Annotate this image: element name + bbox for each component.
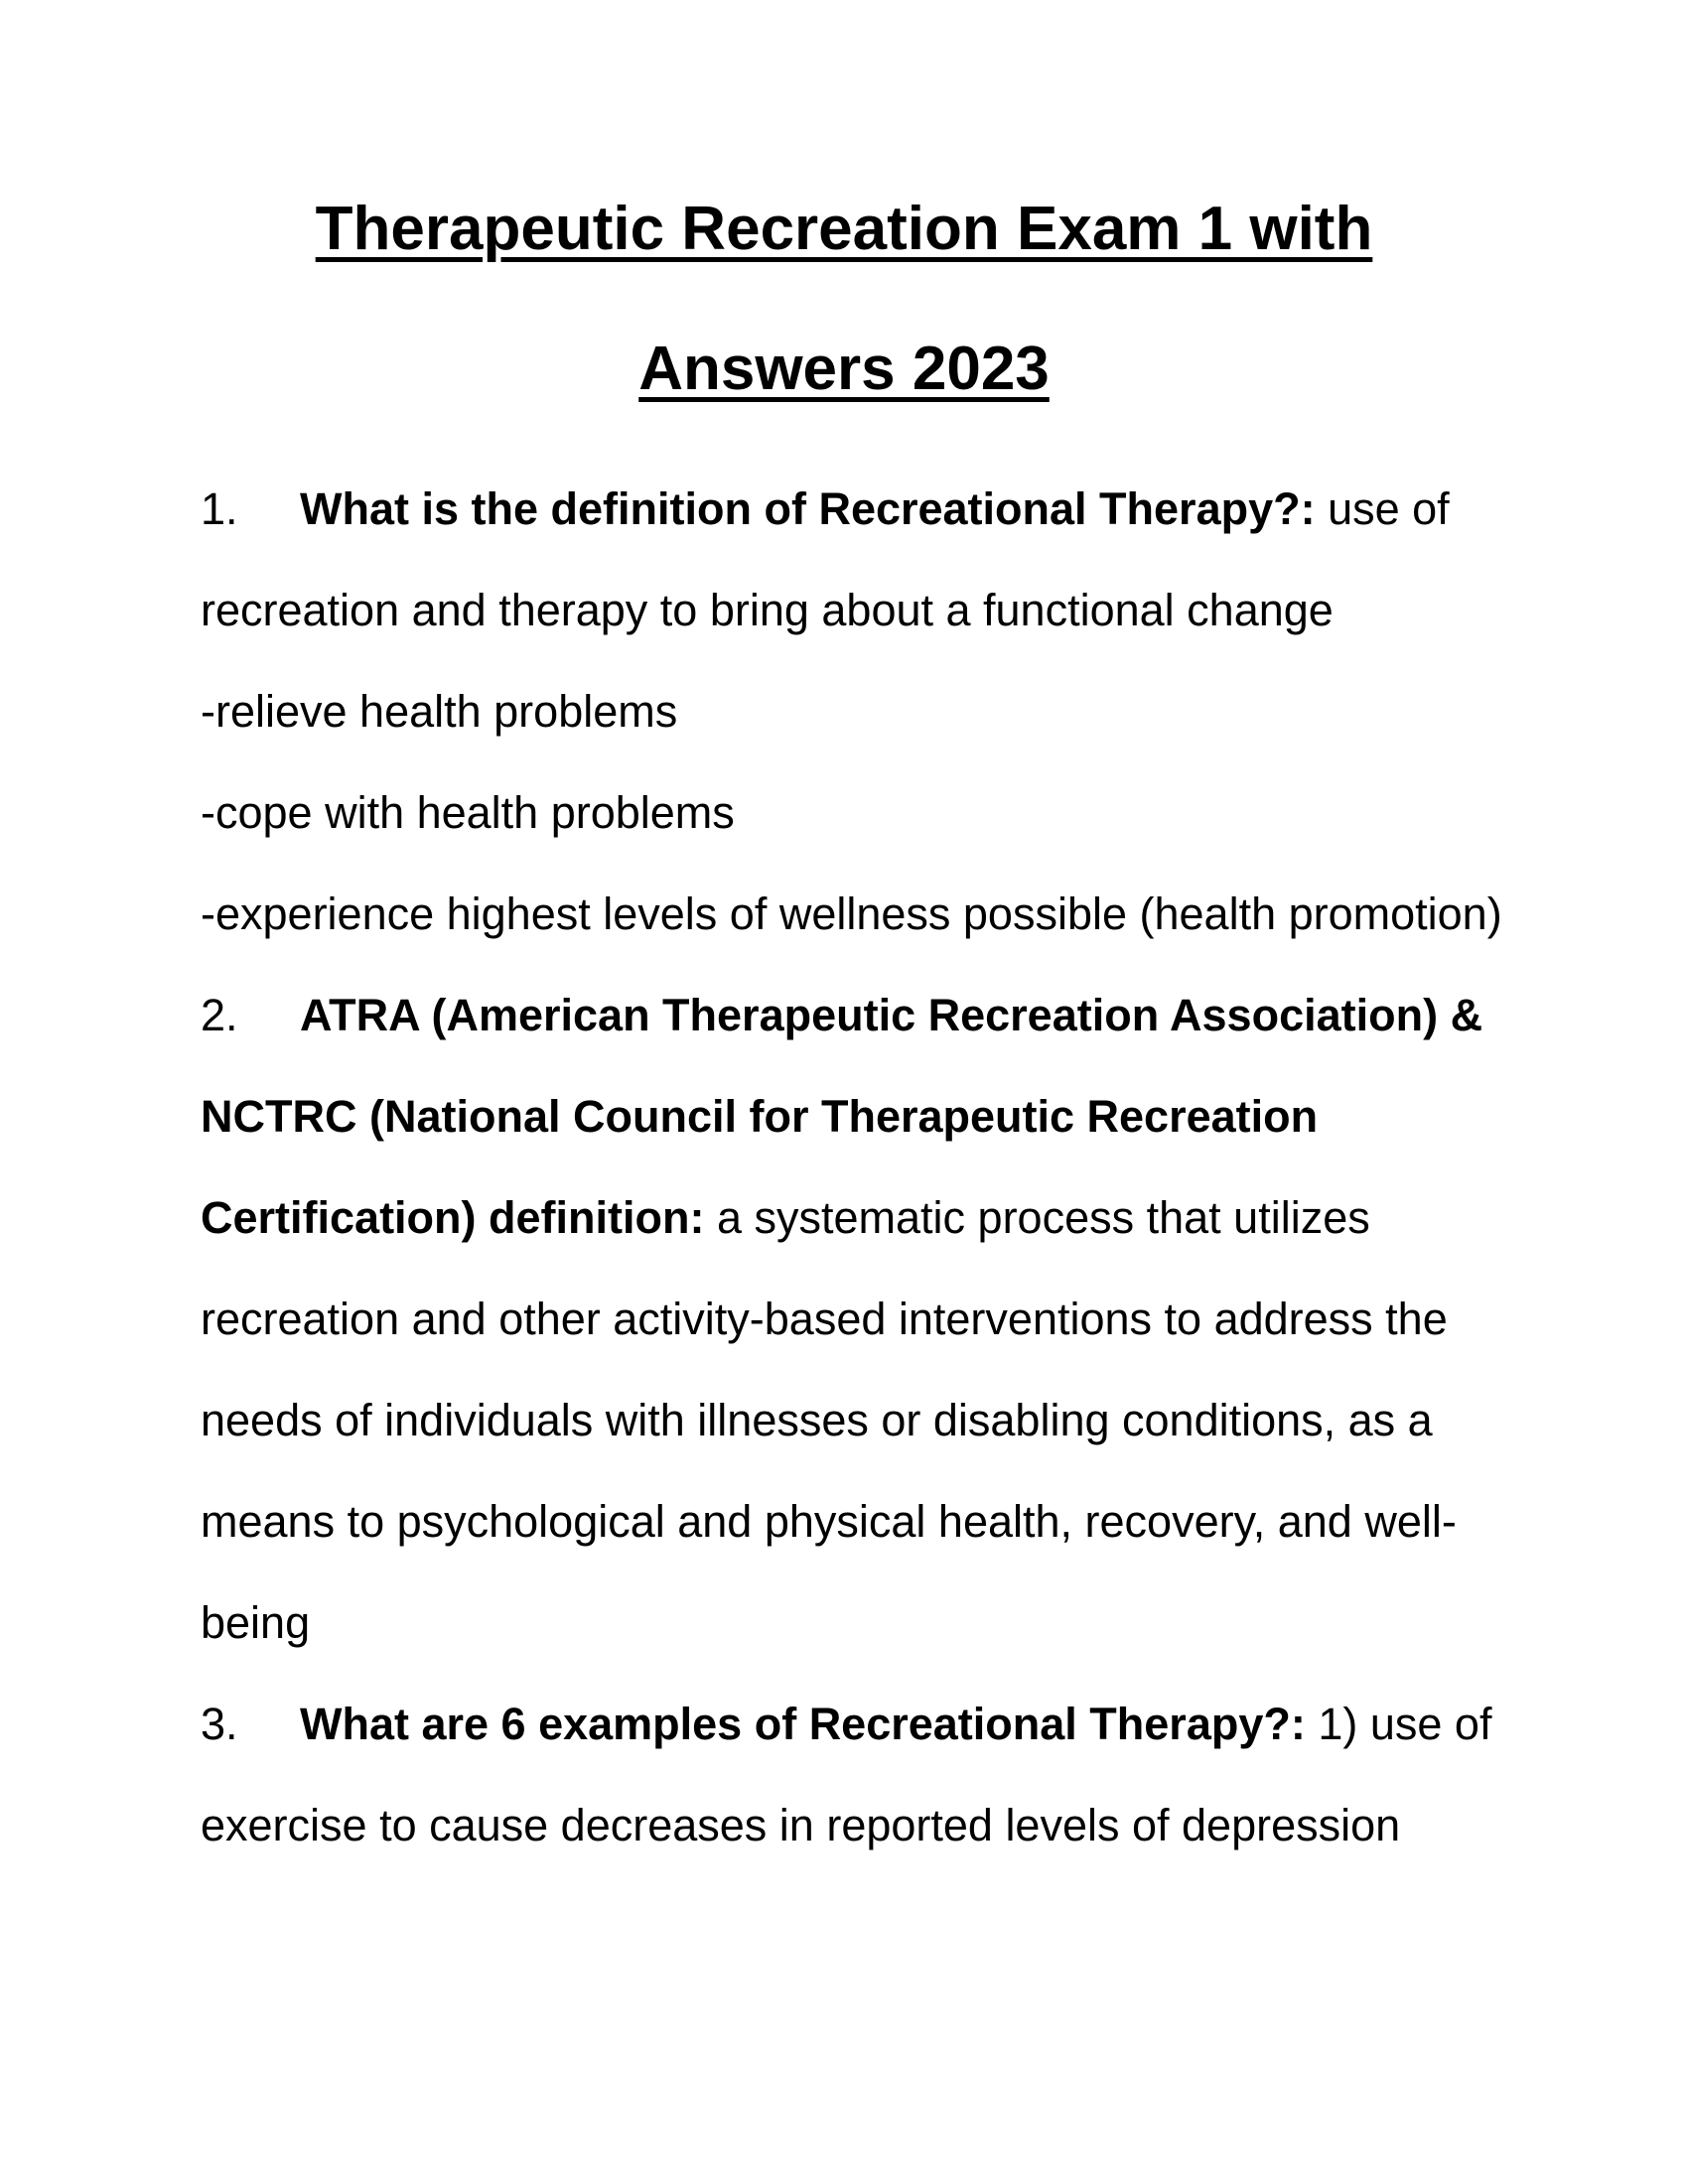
question-1-line [201,483,1450,534]
question-text: ATRA (American Therapeutic Recreation Association) & [300,990,1483,1040]
answer-line: -experience highest levels of wellness possible (health promotion) [201,888,1502,939]
answer-line: being [201,1597,311,1648]
document-title-line-1 [0,195,1688,263]
answer-text: 1) use of [1305,1699,1492,1749]
document-title-line-2 [0,335,1688,403]
title-text-2: Answers 2023 [638,335,1050,403]
question-text: What are 6 examples of Recreational Therapy?: [300,1699,1306,1749]
answer-line: recreation and therapy to bring about a functional change [201,585,1334,635]
question-2-line [201,990,1483,1040]
answer-text: a systematic process that utilizes [704,1192,1370,1243]
question-number: 1. [201,483,238,534]
question-number: 2. [201,990,238,1040]
title-text-1: Therapeutic Recreation Exam 1 with [315,195,1373,263]
answer-text: use of [1315,483,1450,534]
answer-line: recreation and other activity-based interventions to address the [201,1294,1448,1344]
question-text: What is the definition of Recreational Therapy?: [300,483,1316,534]
question-number: 3. [201,1699,238,1749]
question-text: Certification) definition: [201,1192,705,1243]
question-2-answer-start [201,1192,1370,1243]
answer-line: needs of individuals with illnesses or disabling conditions, as a [201,1395,1433,1445]
answer-line: -cope with health problems [201,787,735,838]
question-3-line [201,1699,1492,1749]
answer-line: -relieve health problems [201,686,678,737]
answer-line: means to psychological and physical health, recovery, and well- [201,1496,1457,1547]
answer-line: exercise to cause decreases in reported levels of depression [201,1800,1401,1850]
question-text-continued: NCTRC (National Council for Therapeutic Recreation [201,1091,1319,1142]
